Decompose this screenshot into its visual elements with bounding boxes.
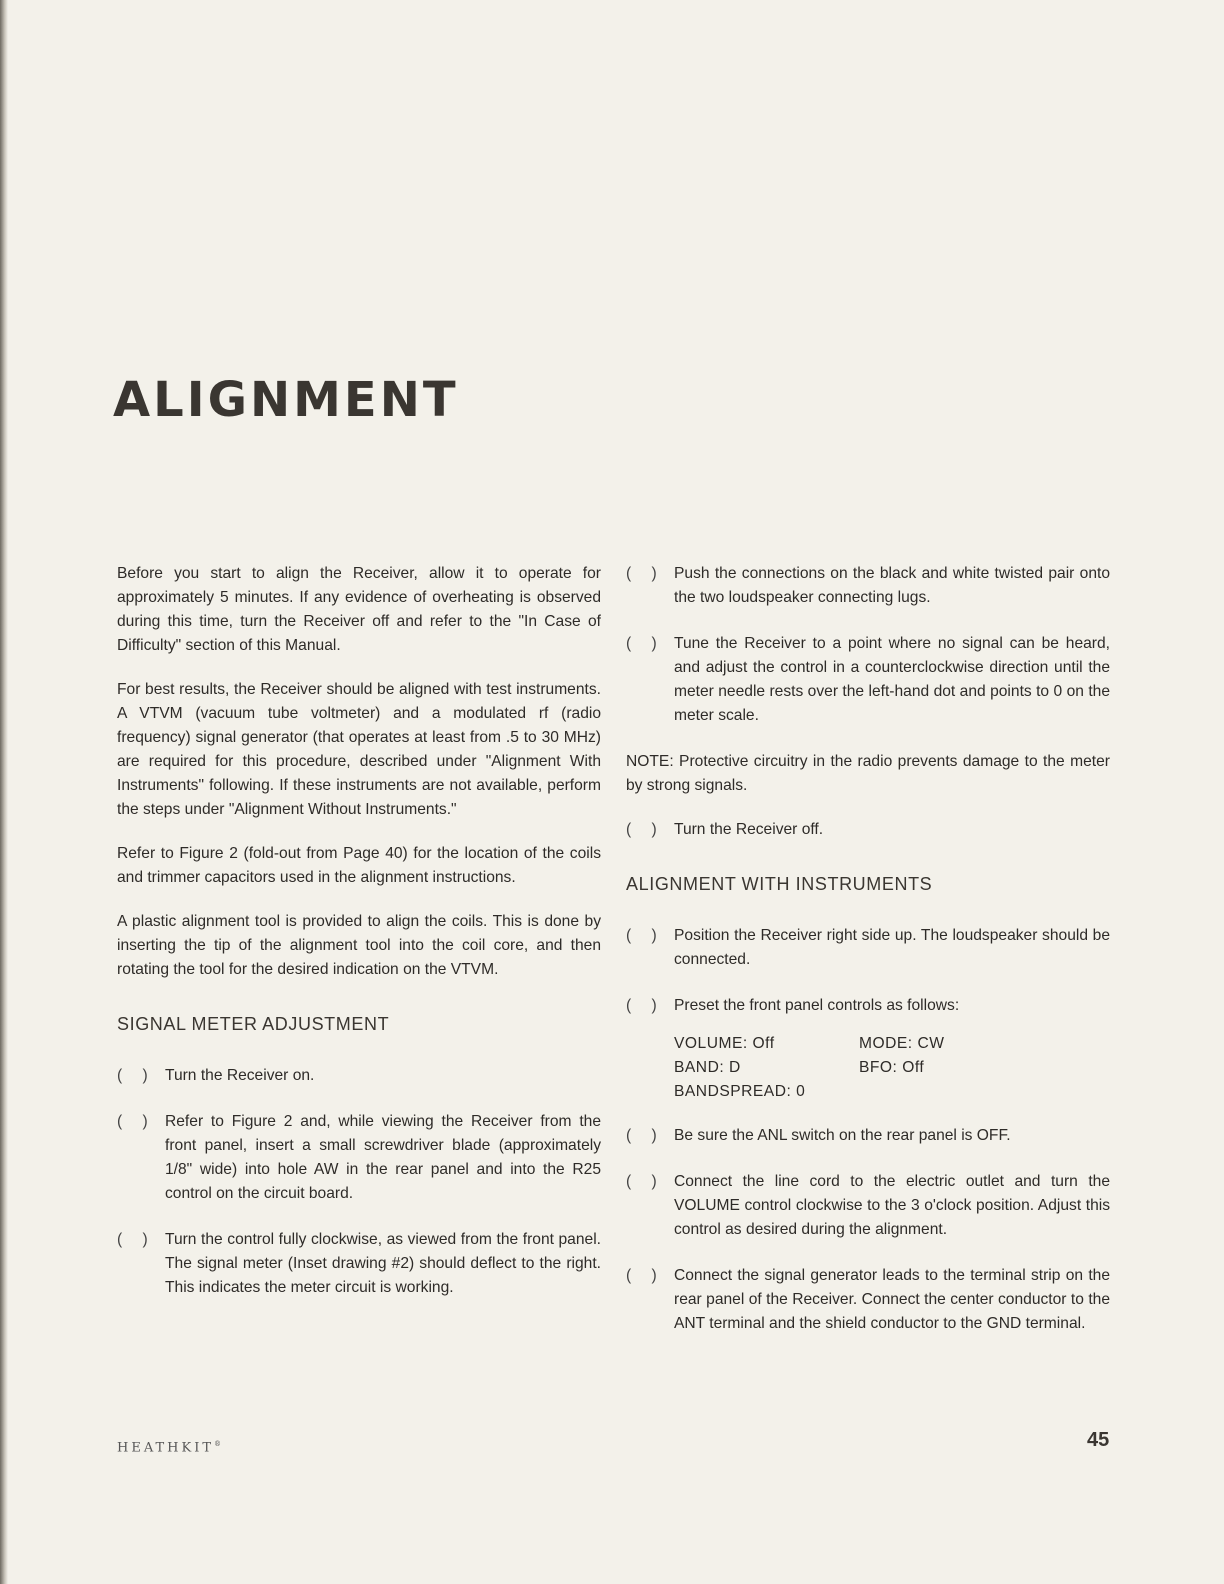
step-text: Preset the front panel controls as follows: xyxy=(674,997,960,1014)
mode-setting: MODE: CW xyxy=(859,1035,945,1052)
step-item xyxy=(626,1124,1110,1148)
alignment-tool-paragraph: A plastic alignment tool is provided to align the coils. This is done by inserting the tip of the alignment tool into the coil core, and then rotating the tool for the desired indication on the VTVM. xyxy=(117,913,601,978)
control-settings xyxy=(674,1032,1110,1104)
heathkit-logo xyxy=(117,1440,221,1455)
step-text: Turn the Receiver off. xyxy=(674,821,824,838)
step-item xyxy=(626,1264,1110,1336)
step-checkbox[interactable]: ( ) xyxy=(626,1267,665,1284)
step-text: Position the Receiver right side up. The loudspeaker should be connected. xyxy=(674,927,1110,968)
left-column xyxy=(117,562,601,1322)
step-checkbox[interactable]: ( ) xyxy=(117,1113,156,1130)
note-text: NOTE: Protective circuitry in the radio prevents damage to the meter by strong signals. xyxy=(626,753,1110,794)
step-text: Turn the control fully clockwise, as viewed from the front panel. The signal meter (Inset drawing #2) should deflect to the right. This indicates the meter circuit is working. xyxy=(165,1231,601,1296)
step-checkbox[interactable]: ( ) xyxy=(626,997,665,1014)
band-setting: BAND: D xyxy=(674,1059,741,1076)
step-item xyxy=(626,1170,1110,1242)
signal-meter-heading: SIGNAL METER ADJUSTMENT xyxy=(117,1014,390,1034)
instruments-paragraph: For best results, the Receiver should be aligned with test instruments. A VTVM (vacuum tube voltmeter) and a modulated rf (radio frequency) signal generator (that operates at least from .5 to 30 MHz) are required for this procedure, described under "Alignment With Instruments" following. If these instruments are not available, perform the steps under "Alignment Without Instruments." xyxy=(117,681,601,818)
step-text: Be sure the ANL switch on the rear panel is OFF. xyxy=(674,1127,1011,1144)
step-text: Tune the Receiver to a point where no signal can be heard, and adjust the control in a counterclockwise direction until the meter needle rests over the left-hand dot and points to 0 on the meter scale. xyxy=(674,635,1110,724)
step-item xyxy=(626,562,1110,610)
bandspread-setting: BANDSPREAD: 0 xyxy=(674,1083,806,1100)
page-title: ALIGNMENT xyxy=(113,372,459,428)
step-checkbox[interactable]: ( ) xyxy=(626,565,665,582)
step-text: Push the connections on the black and white twisted pair onto the two loudspeaker connecting lugs. xyxy=(674,565,1110,606)
step-item xyxy=(626,632,1110,728)
step-checkbox[interactable]: ( ) xyxy=(117,1231,156,1248)
step-item xyxy=(626,924,1110,972)
step-text: Connect the signal generator leads to the terminal strip on the rear panel of the Receiver. Connect the center conductor to the ANT terminal and the shield conductor to the GND terminal. xyxy=(674,1267,1110,1332)
step-item xyxy=(626,818,1110,842)
step-checkbox[interactable]: ( ) xyxy=(626,635,665,652)
step-text: Turn the Receiver on. xyxy=(165,1067,315,1084)
step-checkbox[interactable]: ( ) xyxy=(626,821,665,838)
step-checkbox[interactable]: ( ) xyxy=(626,927,665,944)
bfo-setting: BFO: Off xyxy=(859,1059,925,1076)
step-text: Connect the line cord to the electric outlet and turn the VOLUME control clockwise to the 3 o'clock position. Adjust this control as desired during the alignment. xyxy=(674,1173,1110,1238)
page-number: 45 xyxy=(1087,1429,1110,1451)
step-checkbox[interactable]: ( ) xyxy=(626,1173,665,1190)
volume-setting: VOLUME: Off xyxy=(674,1035,775,1052)
step-text: Refer to Figure 2 and, while viewing the Receiver from the front panel, insert a small screwdriver blade (approximately 1/8" wide) into hole AW in the rear panel and into the R25 control on the circuit board. xyxy=(165,1113,601,1202)
step-item xyxy=(117,1110,601,1206)
step-checkbox[interactable]: ( ) xyxy=(626,1127,665,1144)
registered-mark: ® xyxy=(214,1440,222,1448)
intro-paragraph: Before you start to align the Receiver, allow it to operate for approximately 5 minutes. If any evidence of overheating is observed during this time, turn the Receiver off and refer to the "In Case of Difficulty" section of this Manual. xyxy=(117,565,601,654)
right-column xyxy=(626,562,1110,1358)
figure-reference-paragraph: Refer to Figure 2 (fold-out from Page 40) for the location of the coils and trimmer capacitors used in the alignment instructions. xyxy=(117,845,601,886)
step-checkbox[interactable]: ( ) xyxy=(117,1067,156,1084)
step-item xyxy=(626,994,1110,1018)
step-item xyxy=(117,1228,601,1300)
alignment-instruments-heading: ALIGNMENT WITH INSTRUMENTS xyxy=(626,874,933,894)
brand-text: HEATHKIT xyxy=(117,1440,215,1456)
binding-shadow xyxy=(0,0,8,1584)
step-item xyxy=(117,1064,601,1088)
